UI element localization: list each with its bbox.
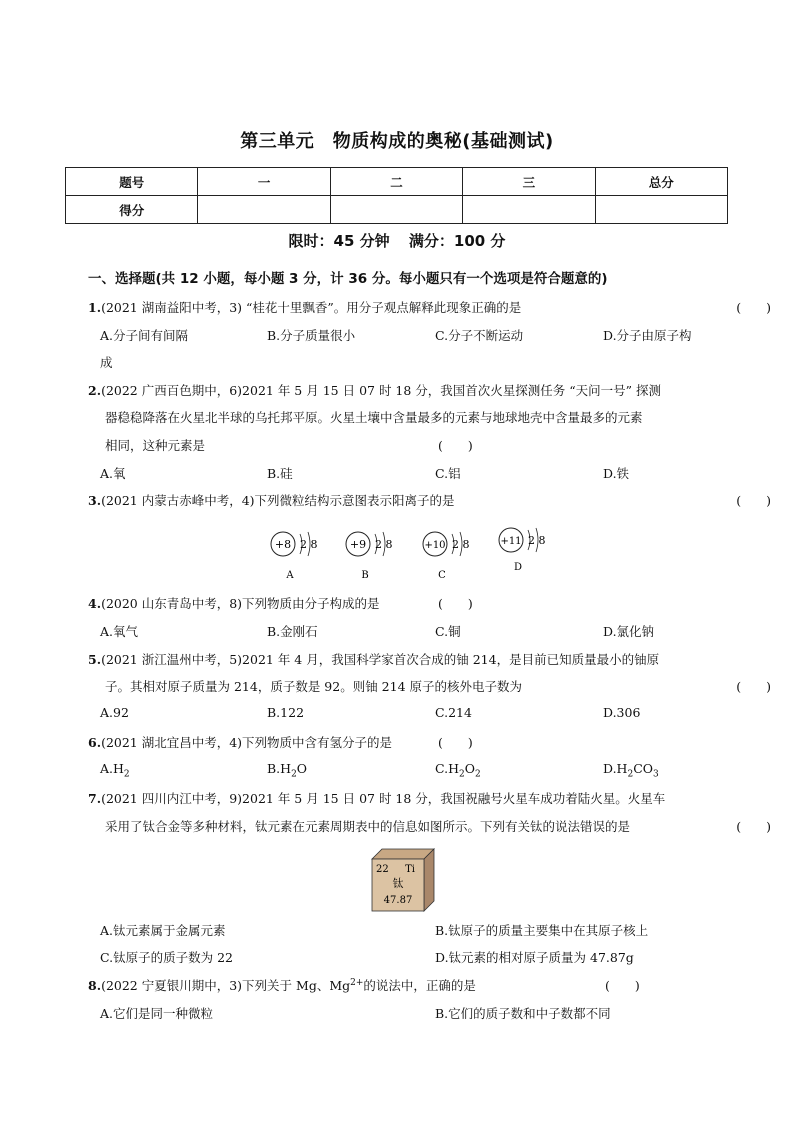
full-score-text: 满分：100 分	[408, 232, 506, 250]
question-1	[88, 298, 521, 316]
option-d[interactable]: D.306	[603, 705, 641, 720]
formula-part: O	[464, 761, 475, 776]
answer-paren[interactable]: ( )	[736, 300, 771, 315]
nucleus-charge: +9	[349, 538, 367, 551]
diagram-label: A	[286, 570, 294, 581]
atom-diagram-d[interactable]	[499, 528, 546, 573]
option-c[interactable]: C.214	[435, 705, 472, 720]
electron-shells: 2 8	[528, 534, 546, 547]
option-c[interactable]: C.铜	[435, 624, 461, 639]
option-a[interactable]: A.分子间有间隔	[100, 328, 189, 343]
score-table-header-row	[66, 168, 728, 196]
score-table-score-row	[66, 196, 728, 224]
option-continuation: 成	[100, 355, 113, 370]
option-d[interactable]	[603, 761, 659, 780]
option-b[interactable]	[267, 761, 307, 780]
subscript: 2	[123, 769, 130, 780]
question-text: (2021 内蒙古赤峰中考，4)下列微粒结构示意图表示阳离子的是	[101, 493, 455, 508]
question-3	[88, 491, 455, 509]
option-a[interactable]: A.92	[100, 705, 129, 720]
nucleus-charge: +11	[500, 536, 522, 547]
question-number: 3.	[88, 493, 102, 508]
atomic-mass: 47.87	[383, 895, 413, 906]
element-symbol: Ti	[405, 864, 415, 875]
titanium-element-cell	[370, 847, 436, 913]
question-text-line: 子。其相对原子质量为 214，质子数是 92。则铀 214 原子的核外电子数为	[105, 679, 523, 694]
question-text-line	[105, 436, 473, 454]
diagram-label: D	[513, 562, 523, 573]
option-d[interactable]: D.分子由原子构	[603, 328, 692, 343]
question-number: 4.	[88, 596, 102, 611]
answer-paren[interactable]: ( )	[736, 493, 771, 508]
question-2	[88, 381, 661, 399]
option-text: B.H	[267, 761, 292, 776]
electron-shells: 2 8	[452, 538, 470, 551]
answer-paren[interactable]: ( )	[438, 596, 473, 611]
option-b[interactable]: B.它们的质子数和中子数都不同	[435, 1006, 611, 1021]
score-header-cell: 题号	[66, 168, 198, 196]
formula-part: O	[296, 761, 308, 776]
option-c[interactable]	[435, 761, 481, 780]
question-6	[88, 733, 473, 751]
option-d[interactable]: D.氯化钠	[603, 624, 655, 639]
option-b[interactable]: B.金刚石	[267, 624, 318, 639]
atomic-number: 22	[376, 864, 389, 875]
diagram-label: B	[361, 570, 369, 581]
question-number: 5.	[88, 652, 102, 667]
question-text: (2021 浙江温州中考，5)2021 年 4 月，我国科学家首次合成的铀 214，是目前已知质量最小的铀原	[101, 652, 660, 667]
subscript: 2	[459, 769, 465, 780]
question-text: (2020 山东青岛中考，8)下列物质由分子构成的是	[101, 596, 380, 611]
question-number: 1.	[88, 300, 102, 315]
diagram-label: C	[438, 570, 446, 581]
question-number: 7.	[88, 791, 102, 806]
answer-paren[interactable]: ( )	[438, 735, 473, 750]
option-c[interactable]: C.分子不断运动	[435, 328, 524, 343]
element-name: 钛	[392, 877, 404, 890]
answer-paren[interactable]: ( )	[438, 438, 473, 453]
score-header-cell: 一	[198, 168, 330, 196]
option-b[interactable]: B.分子质量很小	[267, 328, 356, 343]
option-c[interactable]: C.钛原子的质子数为 22	[100, 950, 233, 965]
question-text-line: 器稳稳降落在火星北半球的乌托邦平原。火星土壤中含量最多的元素与地球地壳中含量最多的元素	[105, 410, 643, 425]
question-text: (2022 宁夏银川期中，3)下列关于 Mg、Mg	[101, 978, 351, 993]
question-text: 相同，这种元素是	[105, 438, 206, 453]
answer-paren[interactable]: ( )	[736, 679, 771, 694]
option-text: C.H	[435, 761, 459, 776]
question-7	[88, 789, 665, 807]
atom-diagram-b[interactable]	[346, 532, 393, 581]
question-text: 的说法中，正确的是	[363, 978, 476, 993]
option-a[interactable]	[100, 761, 130, 780]
atom-diagram-c[interactable]	[423, 532, 470, 581]
score-header-cell: 三	[463, 168, 595, 196]
question-number: 2.	[88, 383, 102, 398]
question-text: (2021 湖北宜昌中考，4)下列物质中含有氢分子的是	[101, 735, 393, 750]
score-cell[interactable]	[463, 196, 595, 224]
option-a[interactable]: A.钛元素属于金属元素	[100, 923, 226, 938]
option-b[interactable]: B.122	[267, 705, 305, 720]
question-number: 6.	[88, 735, 102, 750]
subscript: 2	[627, 769, 634, 780]
score-header-cell: 总分	[595, 168, 727, 196]
superscript: 2+	[350, 977, 364, 988]
question-text: (2021 四川内江中考，9)2021 年 5 月 15 日 07 时 18 分，我国祝融号火星车成功着陆火星。火星车	[101, 791, 666, 806]
score-cell[interactable]	[198, 196, 330, 224]
electron-shells: 2 8	[300, 538, 318, 551]
option-a[interactable]: A.氧气	[100, 624, 139, 639]
option-b[interactable]: B.硅	[267, 466, 293, 481]
score-row-label: 得分	[66, 196, 198, 224]
option-b[interactable]: B.钛原子的质量主要集中在其原子核上	[435, 923, 649, 938]
score-cell[interactable]	[330, 196, 462, 224]
answer-paren[interactable]: ( )	[605, 978, 640, 993]
answer-paren[interactable]: ( )	[736, 819, 771, 834]
option-text: A.H	[100, 761, 124, 776]
option-d[interactable]: D.铁	[603, 466, 630, 481]
question-text: (2021 湖南益阳中考，3) “桂花十里飘香”。用分子观点解释此现象正确的是	[101, 300, 522, 315]
electron-shells: 2 8	[375, 538, 393, 551]
score-table	[65, 167, 728, 224]
formula-part: CO	[633, 761, 653, 776]
time-limit-text: 限时：45 分钟	[288, 232, 390, 250]
question-number: 8.	[88, 978, 102, 993]
subscript: 3	[653, 769, 659, 780]
nucleus-charge: +10	[424, 540, 446, 551]
section-heading: 一、选择题(共 12 小题，每小题 3 分，计 36 分。每小题只有一个选项是符合题意的)	[88, 271, 608, 287]
score-cell[interactable]	[595, 196, 727, 224]
subscript: 2	[291, 769, 297, 780]
question-4	[88, 594, 473, 612]
option-c[interactable]: C.铝	[435, 466, 461, 481]
question-5	[88, 650, 659, 668]
option-text: D.H	[603, 761, 628, 776]
subscript: 2	[474, 769, 481, 780]
nucleus-charge: +8	[274, 538, 292, 551]
option-d[interactable]: D.钛元素的相对原子质量为 47.87g	[435, 950, 634, 965]
page-title: 第三单元 物质构成的奥秘(基础测试)	[240, 131, 554, 152]
question-8	[88, 976, 640, 994]
atom-structure-diagrams	[262, 522, 552, 584]
question-text: (2022 广西百色期中，6)2021 年 5 月 15 日 07 时 18 分，我国首次火星探测任务 “天问一号” 探测	[101, 383, 662, 398]
atom-diagram-a[interactable]	[271, 532, 318, 581]
option-a[interactable]: A.氧	[100, 466, 126, 481]
time-limit	[0, 230, 794, 251]
option-a[interactable]: A.它们是同一种微粒	[100, 1006, 214, 1021]
score-header-cell: 二	[330, 168, 462, 196]
question-text-line: 采用了钛合金等多种材料，钛元素在元素周期表中的信息如图所示。下列有关钛的说法错误的是	[105, 819, 631, 834]
